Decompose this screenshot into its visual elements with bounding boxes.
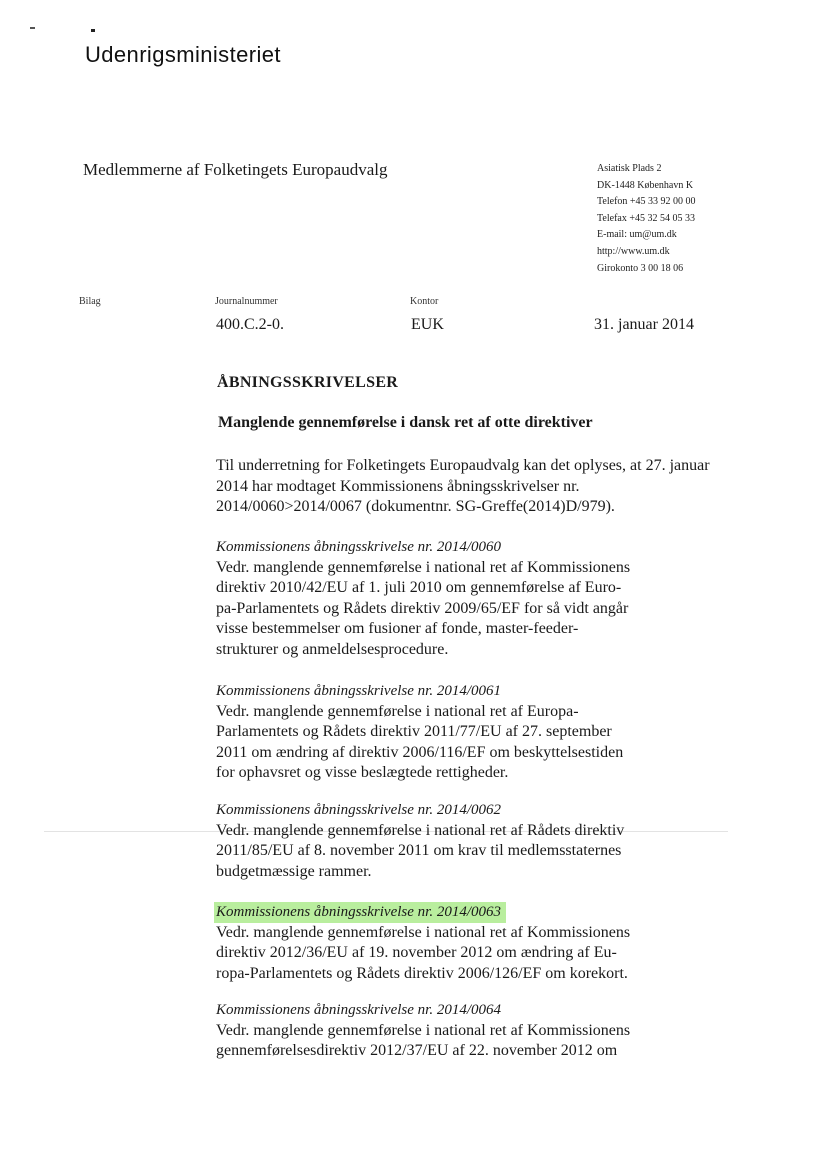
section-line: Vedr. manglende gennemførelse i national ret af Rådets direktiv — [216, 821, 625, 839]
letter-section-2014-0062 — [216, 800, 716, 882]
section-line: Parlamentets og Rådets direktiv 2011/77/EU af 27. september — [216, 723, 612, 740]
section-line: 2011 om ændring af direktiv 2006/116/EF om beskyttelsestiden — [216, 743, 624, 761]
section-body — [216, 702, 716, 784]
contact-postcode: DK-1448 København K — [597, 179, 694, 191]
contact-fax: Telefax +45 32 54 05 33 — [597, 212, 695, 224]
section-body — [216, 558, 716, 661]
section-line: visse bestemmelser om fusioner af fonde, master-feeder- — [216, 620, 579, 637]
section-body — [216, 821, 716, 883]
intro-paragraph: Til underretning for Folketingets Europaudvalg kan det oplyses, at 27. januar 2014 har modtaget Kommissionens åbningsskrivelser nr. 2014/0060>2014/0067 (dokumentnr. SG-Greffe(2014)D/979). — [216, 457, 710, 515]
section-line: Vedr. manglende gennemførelse i national ret af Kommissionens — [216, 1021, 631, 1039]
contact-block — [597, 161, 696, 277]
office-code: EUK — [411, 316, 444, 333]
letter-section-2014-0063 — [216, 902, 716, 984]
ministry-name: Udenrigsministeriet — [85, 42, 281, 67]
section-line: for ophavsret og visse beslægtede rettigheder. — [216, 764, 509, 781]
scan-speck — [91, 29, 95, 32]
section-line: pa-Parlamentets og Rådets direktiv 2009/65/EF for så vidt angår — [216, 599, 629, 617]
letter-section-2014-0060 — [216, 537, 716, 660]
recipient: Medlemmerne af Folketingets Europaudvalg — [83, 160, 388, 179]
section-heading: Kommissionens åbningsskrivelse nr. 2014/0061 — [216, 683, 501, 699]
journal-number: 400.C.2-0. — [216, 316, 284, 333]
scan-speck — [30, 27, 35, 29]
section-heading: Kommissionens åbningsskrivelse nr. 2014/0060 — [216, 539, 501, 555]
section-line: direktiv 2010/42/EU af 1. juli 2010 om gennemførelse af Euro- — [216, 579, 622, 596]
letter-section-2014-0064 — [216, 1000, 716, 1062]
section-line: Vedr. manglende gennemførelse i national ret af Kommissionens — [216, 923, 631, 941]
document-date: 31. januar 2014 — [594, 316, 694, 333]
contact-giro: Girokonto 3 00 18 06 — [597, 262, 684, 274]
section-body — [216, 1021, 716, 1062]
highlighted-section-heading: Kommissionens åbningsskrivelse nr. 2014/0063 — [214, 902, 506, 923]
section-line: budgetmæssige rammer. — [216, 862, 372, 880]
contact-phone: Telefon +45 33 92 00 00 — [597, 196, 696, 208]
section-heading: Kommissionens åbningsskrivelse nr. 2014/0064 — [216, 1002, 501, 1018]
kontor-label: Kontor — [410, 296, 439, 307]
section-line: Vedr. manglende gennemførelse i national ret af Europa- — [216, 702, 579, 720]
section-heading: Kommissionens åbningsskrivelse nr. 2014/0062 — [216, 802, 501, 818]
document-subtitle: Manglende gennemførelse i dansk ret af otte direktiver — [218, 414, 593, 431]
contact-web: http://www.um.dk — [597, 245, 670, 257]
section-line: strukturer og anmeldelsesprocedure. — [216, 640, 449, 658]
section-line: Vedr. manglende gennemførelse i national ret af Kommissionens — [216, 558, 631, 576]
bilag-label: Bilag — [79, 296, 101, 307]
section-line: 2011/85/EU af 8. november 2011 om krav til medlemsstaternes — [216, 842, 622, 859]
section-body — [216, 923, 716, 985]
section-line: ropa-Parlamentets og Rådets direktiv 2006/126/EF om korekort. — [216, 964, 628, 982]
document-title: ÅBNINGSSKRIVELSER — [217, 374, 399, 391]
section-line: direktiv 2012/36/EU af 19. november 2012 om ændring af Eu- — [216, 944, 617, 961]
contact-email: E-mail: um@um.dk — [597, 229, 677, 241]
section-line: gennemførelsesdirektiv 2012/37/EU af 22. november 2012 om — [216, 1042, 618, 1059]
letter-section-2014-0061 — [216, 681, 716, 784]
contact-address: Asiatisk Plads 2 — [597, 163, 662, 174]
journal-label: Journalnummer — [215, 296, 278, 307]
